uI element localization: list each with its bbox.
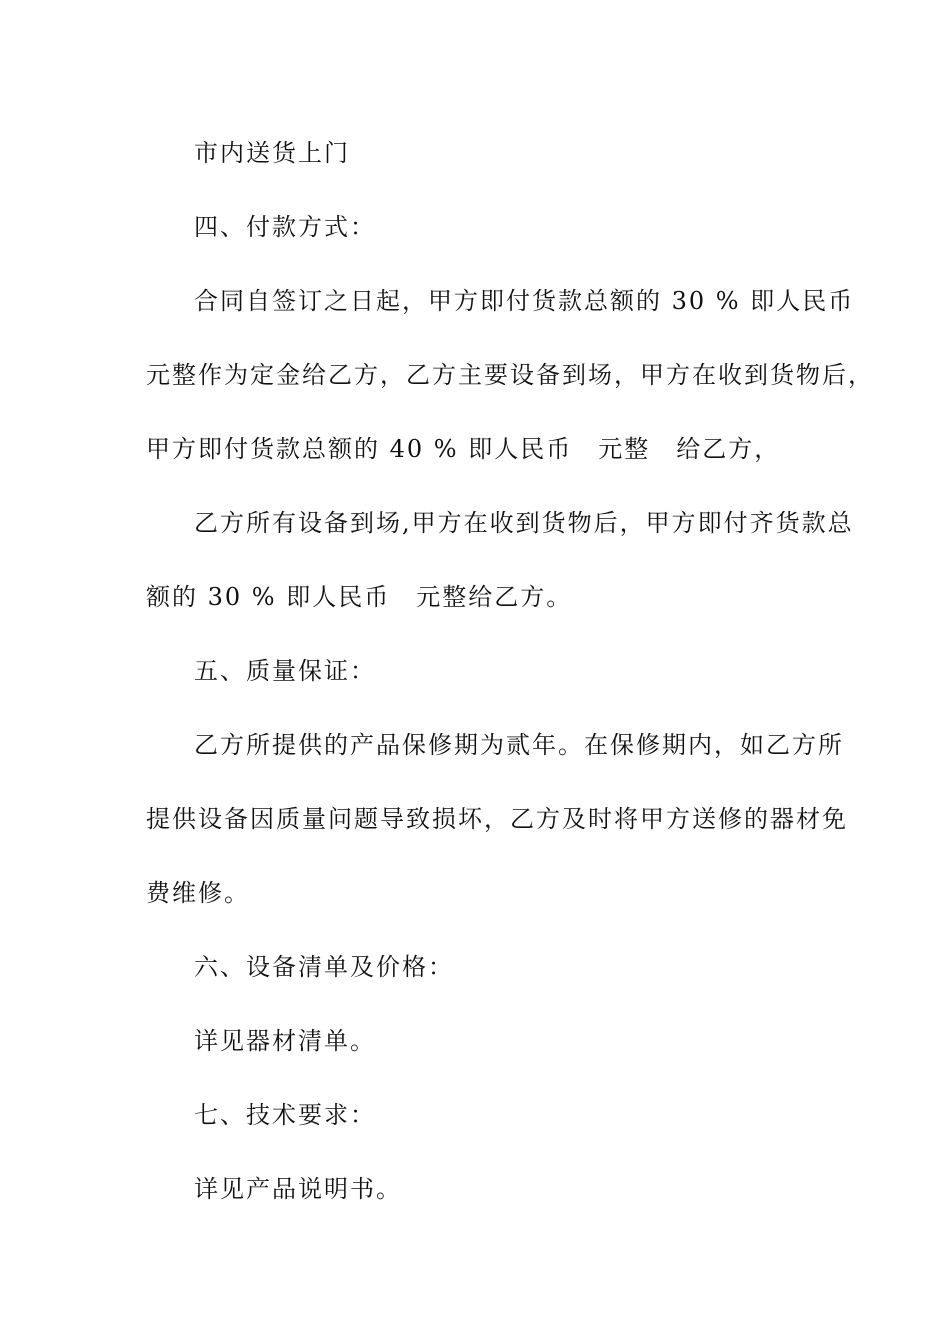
section-6-heading: 六、设备清单及价格：	[194, 953, 454, 981]
section-5-heading: 五、质量保证：	[194, 657, 376, 685]
payment-para-1-line-2: 元整作为定金给乙方，乙方主要设备到场，甲方在收到货物后，	[146, 361, 874, 389]
payment-para-2-line-1: 乙方所有设备到场,甲方在收到货物后，甲方即付齐货款总	[194, 509, 854, 537]
payment-para-2-line-2: 额的 30 % 即人民币 元整给乙方。	[146, 583, 573, 611]
payment-para-1-line-3: 甲方即付货款总额的 40 % 即人民币 元整 给乙方，	[146, 435, 781, 463]
section-4-heading: 四、付款方式：	[194, 213, 376, 241]
equipment-list-ref: 详见器材清单。	[194, 1027, 376, 1055]
payment-para-1-line-1: 合同自签订之日起，甲方即付货款总额的 30 % 即人民币	[194, 287, 855, 315]
manual-ref: 详见产品说明书。	[194, 1175, 402, 1203]
section-7-heading: 七、技术要求：	[194, 1101, 376, 1129]
delivery-line: 市内送货上门	[194, 139, 350, 167]
warranty-para-line-1: 乙方所提供的产品保修期为贰年。在保修期内，如乙方所	[194, 731, 844, 759]
warranty-para-line-2: 提供设备因质量问题导致损坏，乙方及时将甲方送修的器材免	[146, 805, 848, 833]
warranty-para-line-3: 费维修。	[146, 879, 250, 907]
